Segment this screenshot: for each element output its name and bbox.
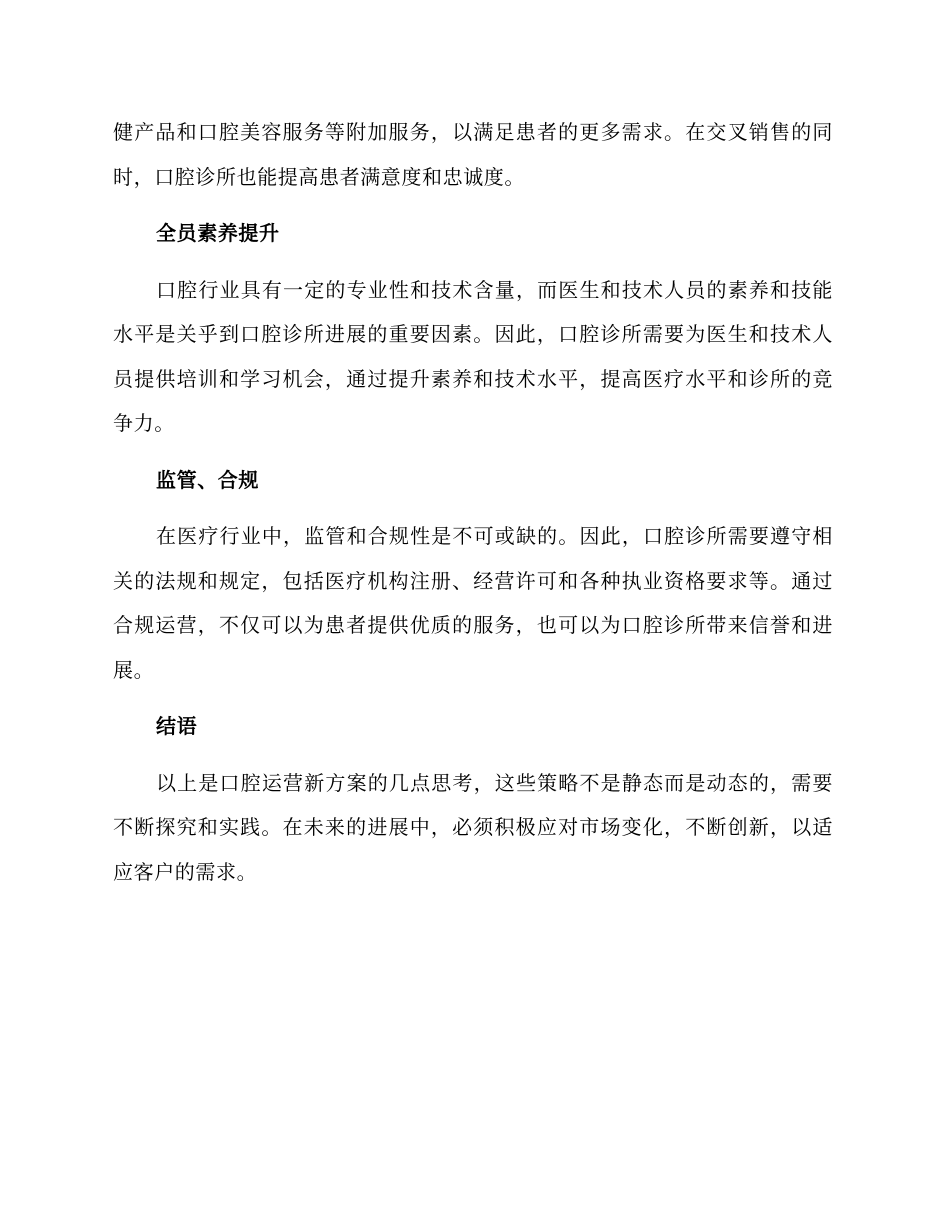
section-heading-compliance: 监管、合规 <box>156 467 259 492</box>
paragraph-continuation: 健产品和口腔美容服务等附加服务，以满足患者的更多需求。在交叉销售的同时，口腔诊所也能提高患者满意度和忠诚度。 <box>113 120 833 189</box>
paragraph-staff-quality: 口腔行业具有一定的专业性和技术含量，而医生和技术人员的素养和技能水平是关乎到口腔诊所进展的重要因素。因此，口腔诊所需要为医生和技术人员提供培训和学习机会，通过提升素养和技术水平，提高医疗水平和诊所的竞争力。 <box>113 277 833 435</box>
paragraph-conclusion: 以上是口腔运营新方案的几点思考，这些策略不是静态而是动态的，需要不断探究和实践。在未来的进展中，必须积极应对市场变化，不断创新，以适应客户的需求。 <box>113 770 833 884</box>
document-body <box>113 110 833 906</box>
section-heading-conclusion: 结语 <box>156 714 198 738</box>
section-heading-staff-quality: 全员素养提升 <box>156 221 280 245</box>
paragraph-compliance: 在医疗行业中，监管和合规性是不可或缺的。因此，口腔诊所需要遵守相关的法规和规定，包括医疗机构注册、经营许可和各种执业资格要求等。通过合规运营，不仅可以为患者提供优质的服务，也可以为口腔诊所带来信誉和进展。 <box>113 524 833 682</box>
